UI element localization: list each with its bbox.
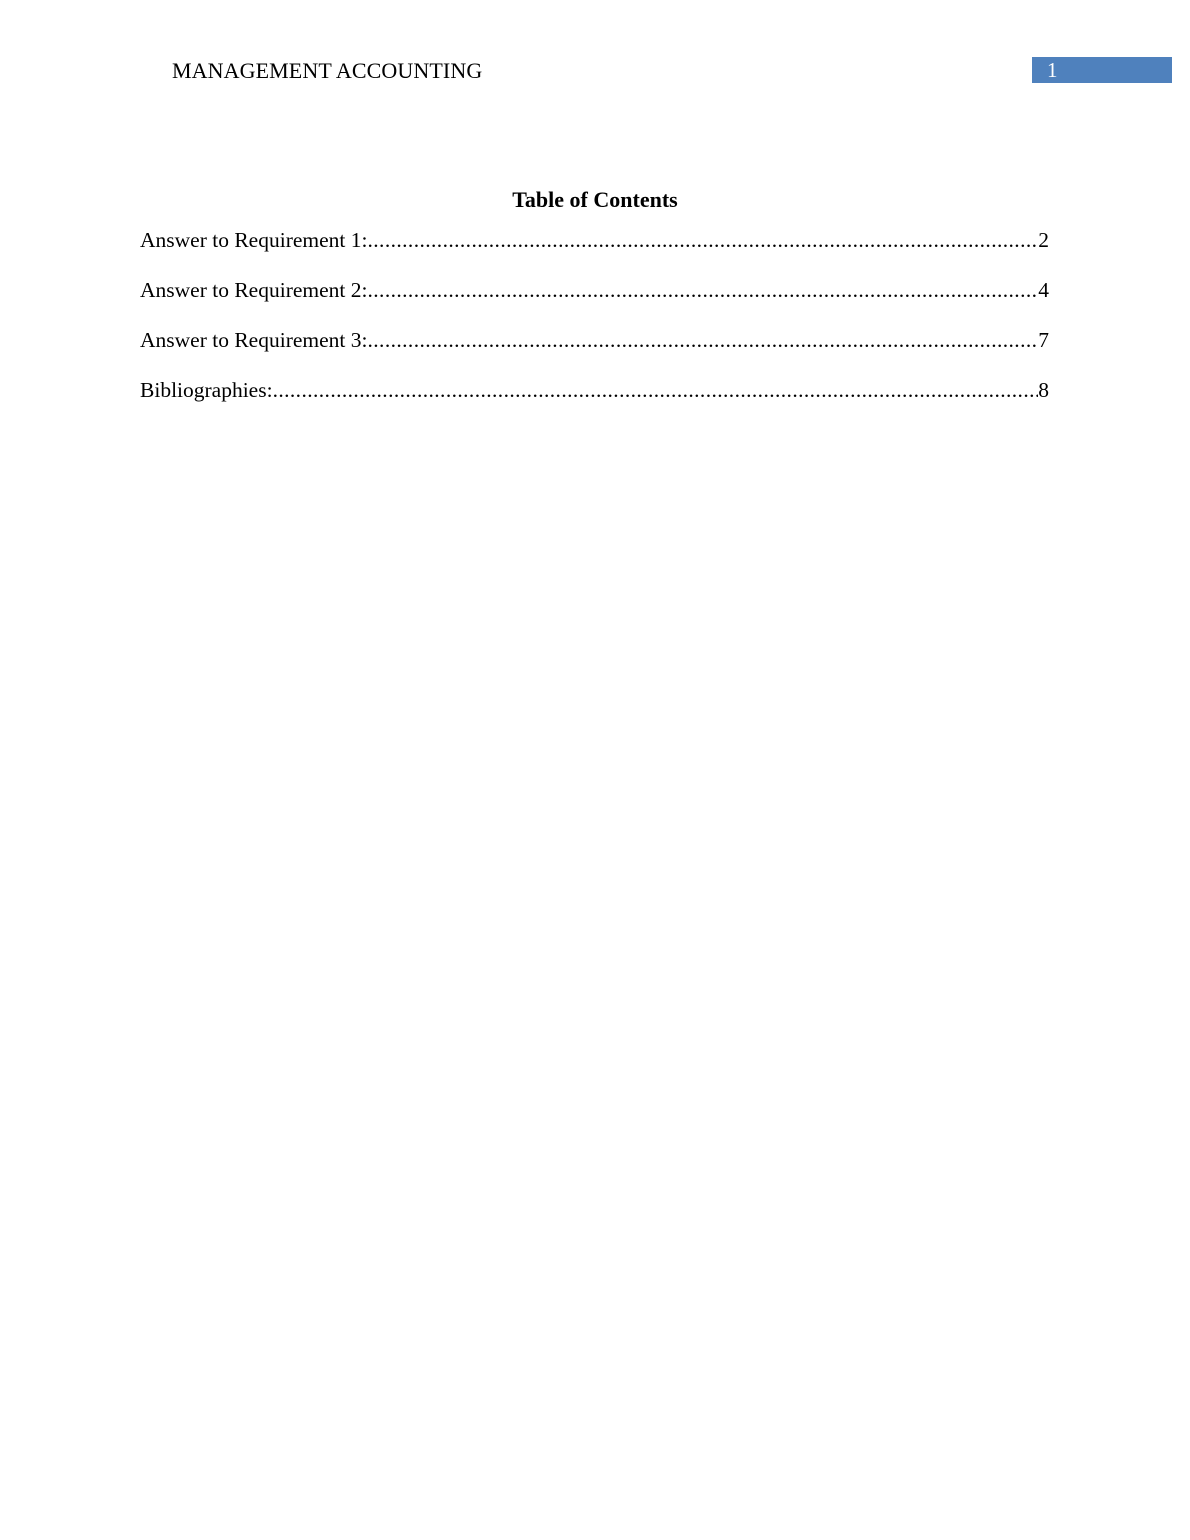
page-number-box [1032,57,1172,83]
toc-dot-leader [368,326,1039,354]
toc-entry-page: 8 [1038,378,1049,402]
toc-entry-label: Answer to Requirement 2: [140,278,368,302]
running-header-title: MANAGEMENT ACCOUNTING [172,58,483,83]
toc-entry-requirement-1[interactable] [140,226,1049,254]
toc-entry-label: Answer to Requirement 3: [140,328,368,352]
toc-entry-label: Bibliographies: [140,378,273,402]
toc-dot-leader [368,276,1039,304]
toc-list [140,226,1049,426]
toc-entry-page: 4 [1038,278,1049,302]
toc-entry-page: 2 [1038,228,1049,252]
page-number: 1 [1047,58,1058,82]
toc-entry-bibliographies[interactable] [140,376,1049,404]
toc-entry-label: Answer to Requirement 1: [140,228,368,252]
toc-entry-requirement-2[interactable] [140,276,1049,304]
toc-entry-page: 7 [1038,328,1049,352]
toc-title: Table of Contents [512,187,678,212]
toc-dot-leader [273,376,1039,404]
toc-entry-requirement-3[interactable] [140,326,1049,354]
toc-dot-leader [368,226,1039,254]
